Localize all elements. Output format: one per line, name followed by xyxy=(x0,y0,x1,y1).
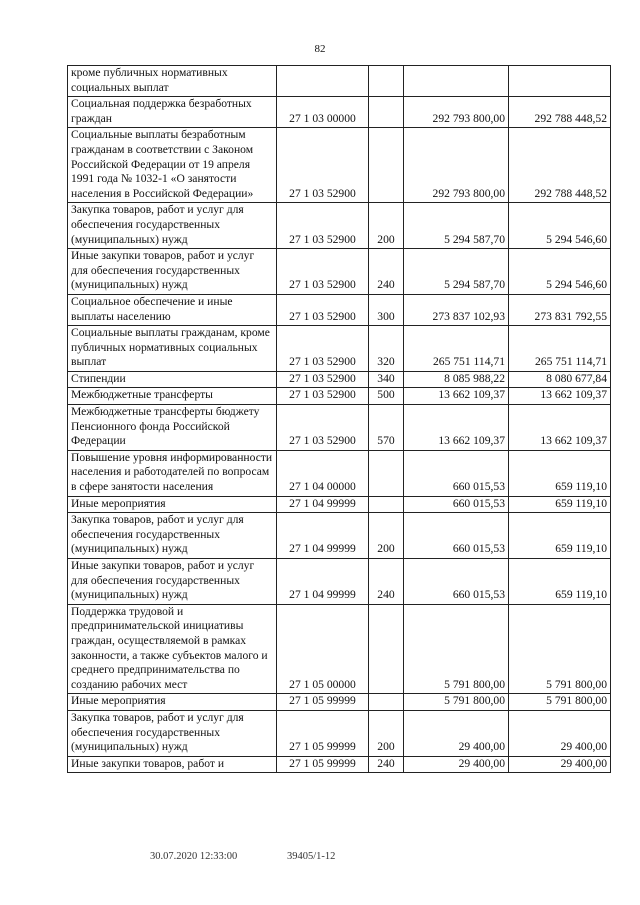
cell-executed-amount: 5 294 546,60 xyxy=(509,203,611,249)
cell-executed-amount: 29 400,00 xyxy=(509,710,611,756)
cell-planned-amount: 8 085 988,22 xyxy=(404,371,509,388)
cell-planned-amount: 13 662 109,37 xyxy=(404,388,509,405)
cell-planned-amount: 660 015,53 xyxy=(404,559,509,605)
cell-planned-amount: 660 015,53 xyxy=(404,450,509,496)
cell-expense-type-code xyxy=(369,66,404,97)
cell-planned-amount: 273 837 102,93 xyxy=(404,294,509,325)
cell-target-article-code: 27 1 05 99999 xyxy=(277,756,369,773)
table-row xyxy=(68,710,611,756)
cell-expense-name: Иные закупки товаров, работ и услуг для обеспечения государственных (муниципальных) нужд xyxy=(68,249,277,295)
cell-planned-amount: 5 791 800,00 xyxy=(404,694,509,711)
table-row xyxy=(68,249,611,295)
cell-target-article-code: 27 1 03 52900 xyxy=(277,405,369,451)
cell-expense-type-code: 240 xyxy=(369,756,404,773)
cell-expense-name: кроме публичных нормативных социальных выплат xyxy=(68,66,277,97)
cell-expense-name: Стипендии xyxy=(68,371,277,388)
cell-expense-type-code: 320 xyxy=(369,326,404,372)
table-row xyxy=(68,371,611,388)
table-row xyxy=(68,128,611,203)
cell-target-article-code: 27 1 04 99999 xyxy=(277,559,369,605)
cell-expense-type-code: 240 xyxy=(369,249,404,295)
cell-expense-type-code: 500 xyxy=(369,388,404,405)
table-row xyxy=(68,388,611,405)
cell-executed-amount: 8 080 677,84 xyxy=(509,371,611,388)
table-row xyxy=(68,559,611,605)
cell-expense-type-code: 340 xyxy=(369,371,404,388)
cell-target-article-code: 27 1 03 52900 xyxy=(277,326,369,372)
cell-expense-name: Иные мероприятия xyxy=(68,694,277,711)
cell-target-article-code: 27 1 04 00000 xyxy=(277,450,369,496)
cell-planned-amount: 292 793 800,00 xyxy=(404,128,509,203)
table-row xyxy=(68,513,611,559)
cell-executed-amount xyxy=(509,66,611,97)
cell-planned-amount: 5 294 587,70 xyxy=(404,249,509,295)
cell-expense-name: Иные закупки товаров, работ и услуг для обеспечения государственных (муниципальных) нужд xyxy=(68,559,277,605)
table-row xyxy=(68,405,611,451)
cell-executed-amount: 659 119,10 xyxy=(509,559,611,605)
cell-expense-type-code: 570 xyxy=(369,405,404,451)
cell-planned-amount: 5 294 587,70 xyxy=(404,203,509,249)
cell-target-article-code: 27 1 04 99999 xyxy=(277,496,369,513)
cell-expense-type-code xyxy=(369,450,404,496)
budget-table xyxy=(67,65,611,773)
cell-target-article-code: 27 1 03 52900 xyxy=(277,294,369,325)
cell-planned-amount: 265 751 114,71 xyxy=(404,326,509,372)
cell-expense-type-code xyxy=(369,128,404,203)
cell-expense-name: Поддержка трудовой и предпринимательской инициативы граждан, осуществляемой в рамках законности, а также субъектов малого и среднего предпринимательства по созданию рабочих мест xyxy=(68,604,277,694)
cell-executed-amount: 5 294 546,60 xyxy=(509,249,611,295)
cell-target-article-code: 27 1 05 99999 xyxy=(277,710,369,756)
table-row xyxy=(68,496,611,513)
cell-expense-name: Социальное обеспечение и иные выплаты населению xyxy=(68,294,277,325)
cell-executed-amount: 659 119,10 xyxy=(509,450,611,496)
cell-target-article-code: 27 1 03 52900 xyxy=(277,371,369,388)
cell-expense-name: Иные мероприятия xyxy=(68,496,277,513)
cell-expense-name: Закупка товаров, работ и услуг для обеспечения государственных (муниципальных) нужд xyxy=(68,513,277,559)
cell-executed-amount: 13 662 109,37 xyxy=(509,388,611,405)
cell-planned-amount: 5 791 800,00 xyxy=(404,604,509,694)
cell-executed-amount: 29 400,00 xyxy=(509,756,611,773)
cell-expense-name: Повышение уровня информированности населения и работодателей по вопросам в сфере занятости населения xyxy=(68,450,277,496)
cell-planned-amount: 29 400,00 xyxy=(404,756,509,773)
cell-executed-amount: 292 788 448,52 xyxy=(509,97,611,128)
footer-timestamp: 30.07.2020 12:33:00 xyxy=(150,851,238,862)
page-number: 82 xyxy=(314,43,326,55)
cell-executed-amount: 5 791 800,00 xyxy=(509,604,611,694)
cell-planned-amount: 13 662 109,37 xyxy=(404,405,509,451)
cell-planned-amount: 660 015,53 xyxy=(404,496,509,513)
cell-expense-type-code: 200 xyxy=(369,513,404,559)
cell-target-article-code xyxy=(277,66,369,97)
cell-expense-name: Иные закупки товаров, работ и xyxy=(68,756,277,773)
cell-planned-amount xyxy=(404,66,509,97)
cell-expense-type-code xyxy=(369,496,404,513)
cell-executed-amount: 265 751 114,71 xyxy=(509,326,611,372)
cell-expense-name: Закупка товаров, работ и услуг для обеспечения государственных (муниципальных) нужд xyxy=(68,203,277,249)
cell-planned-amount: 29 400,00 xyxy=(404,710,509,756)
cell-target-article-code: 27 1 05 99999 xyxy=(277,694,369,711)
cell-planned-amount: 292 793 800,00 xyxy=(404,97,509,128)
cell-expense-name: Межбюджетные трансферты xyxy=(68,388,277,405)
footer-document-id: 39405/1-12 xyxy=(287,851,336,862)
cell-target-article-code: 27 1 03 52900 xyxy=(277,128,369,203)
cell-executed-amount: 13 662 109,37 xyxy=(509,405,611,451)
table-row xyxy=(68,604,611,694)
table-row xyxy=(68,66,611,97)
table-row xyxy=(68,450,611,496)
cell-expense-type-code xyxy=(369,97,404,128)
table-row xyxy=(68,203,611,249)
cell-expense-name: Социальные выплаты гражданам, кроме публичных нормативных социальных выплат xyxy=(68,326,277,372)
cell-expense-type-code xyxy=(369,694,404,711)
cell-target-article-code: 27 1 03 52900 xyxy=(277,388,369,405)
cell-expense-type-code: 240 xyxy=(369,559,404,605)
cell-executed-amount: 659 119,10 xyxy=(509,496,611,513)
cell-planned-amount: 660 015,53 xyxy=(404,513,509,559)
table-row xyxy=(68,756,611,773)
cell-expense-name: Закупка товаров, работ и услуг для обеспечения государственных (муниципальных) нужд xyxy=(68,710,277,756)
cell-target-article-code: 27 1 05 00000 xyxy=(277,604,369,694)
budget-table-body xyxy=(68,66,611,773)
cell-executed-amount: 659 119,10 xyxy=(509,513,611,559)
cell-expense-type-code xyxy=(369,604,404,694)
cell-executed-amount: 273 831 792,55 xyxy=(509,294,611,325)
cell-expense-name: Социальная поддержка безработных граждан xyxy=(68,97,277,128)
cell-executed-amount: 5 791 800,00 xyxy=(509,694,611,711)
cell-expense-name: Социальные выплаты безработным гражданам в соответствии с Законом Российской Федерации от 19 апреля 1991 года № 1032-1 «О занятости населения в Российской Федерации» xyxy=(68,128,277,203)
table-row xyxy=(68,326,611,372)
cell-target-article-code: 27 1 03 52900 xyxy=(277,203,369,249)
cell-executed-amount: 292 788 448,52 xyxy=(509,128,611,203)
cell-target-article-code: 27 1 03 00000 xyxy=(277,97,369,128)
cell-target-article-code: 27 1 04 99999 xyxy=(277,513,369,559)
cell-expense-type-code: 200 xyxy=(369,203,404,249)
table-row xyxy=(68,97,611,128)
table-row xyxy=(68,294,611,325)
cell-expense-type-code: 300 xyxy=(369,294,404,325)
cell-expense-type-code: 200 xyxy=(369,710,404,756)
cell-expense-name: Межбюджетные трансферты бюджету Пенсионного фонда Российской Федерации xyxy=(68,405,277,451)
cell-target-article-code: 27 1 03 52900 xyxy=(277,249,369,295)
table-row xyxy=(68,694,611,711)
